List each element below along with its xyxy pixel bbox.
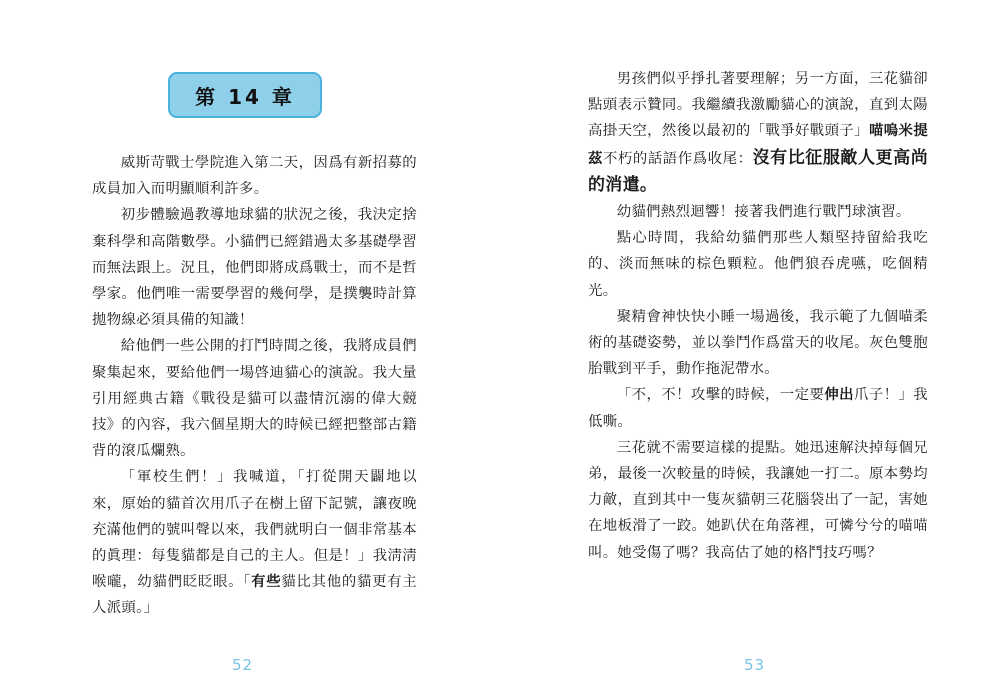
text-run: 「軍校生們！」我喊道，「打從開天闢地以來，原始的貓首次用爪子在樹上留下記號，讓夜晚充滿他們的號叫聲以來，我們就明白一個非常基本的眞理：每隻貓都是自己的主人。但是！」我淸淸喉嚨，幼貓們眨眨眼。「	[92, 469, 417, 591]
paragraph: 聚精會神快快小睡一場過後，我示範了九個喵柔術的基礎姿勢，並以拳鬥作爲當天的收尾。灰色雙胞胎戰到平手，動作拖泥帶水。	[588, 308, 928, 378]
paragraph: 初步體驗過教導地球貓的狀況之後，我決定捨棄科學和高階數學。小貓們已經錯過太多基礎學習而無法跟上。況且，他們即將成爲戰士，而不是哲學家。他們唯一需要學習的幾何學，是撲襲時計算拋物線必須具備的知識！	[92, 207, 417, 329]
right-page	[500, 0, 1000, 700]
text-run: 「不，不！攻擊的時候，一定要	[616, 387, 825, 404]
emphasis-quote: 沒有比征服敵人更高尚的消遣。	[588, 147, 928, 195]
left-page-body	[92, 150, 417, 622]
chapter-heading: 第 14 章	[168, 72, 322, 118]
paragraph	[588, 66, 928, 199]
emphasis-text: 有些	[251, 573, 282, 591]
text-run: 爪子！」我低嘶。	[588, 387, 928, 430]
right-page-body	[588, 66, 928, 566]
paragraph: 點心時間，我給幼貓們那些人類堅持留給我吃的、淡而無味的棕色顆粒。他們狼吞虎嚥，吃個精光。	[588, 230, 928, 299]
emphasis-text: 喵嗚米提茲	[588, 122, 929, 167]
paragraph: 威斯苛戰士學院進入第二天，因爲有新招募的成員加入而明顯順利許多。	[92, 155, 417, 198]
text-run: 貓比其他的貓更有主人派頭。」	[92, 574, 417, 617]
paragraph: 三花就不需要這樣的提點。她迅速解決掉每個兄弟，最後一次較量的時候，我讓她一打二。原本勢均力敵，直到其中一隻灰貓朝三花腦袋出了一記，害她在地板滑了一跤。她趴伏在角落裡，可憐兮兮的喵喵叫。她受傷了嗎？我高估了她的格鬥技巧嗎？	[588, 439, 928, 561]
emphasis-text: 伸出	[824, 386, 854, 404]
text-run: 男孩們似乎掙扎著要理解；另一方面，三花貓卻點頭表示贊同。我繼續我激勵貓心的演說，直到太陽高掛天空，然後以最初的「戰爭好戰頭子」	[588, 71, 928, 140]
paragraph	[92, 464, 417, 621]
paragraph: 給他們一些公開的打鬥時間之後，我將成員們聚集起來，要給他們一場啓迪貓心的演說。我大量引用經典古籍《戰役是貓可以盡情沉溺的偉大競技》的內容，我六個星期大的時候已經把整部古籍背的滾瓜爛熟。	[92, 338, 417, 460]
page-number: 53	[744, 656, 766, 674]
page-number: 52	[232, 656, 254, 674]
paragraph	[588, 382, 928, 434]
paragraph: 幼貓們熱烈迴響！接著我們進行戰鬥球演習。	[616, 204, 911, 221]
text-run: 不朽的話語作爲收尾：	[602, 150, 753, 167]
